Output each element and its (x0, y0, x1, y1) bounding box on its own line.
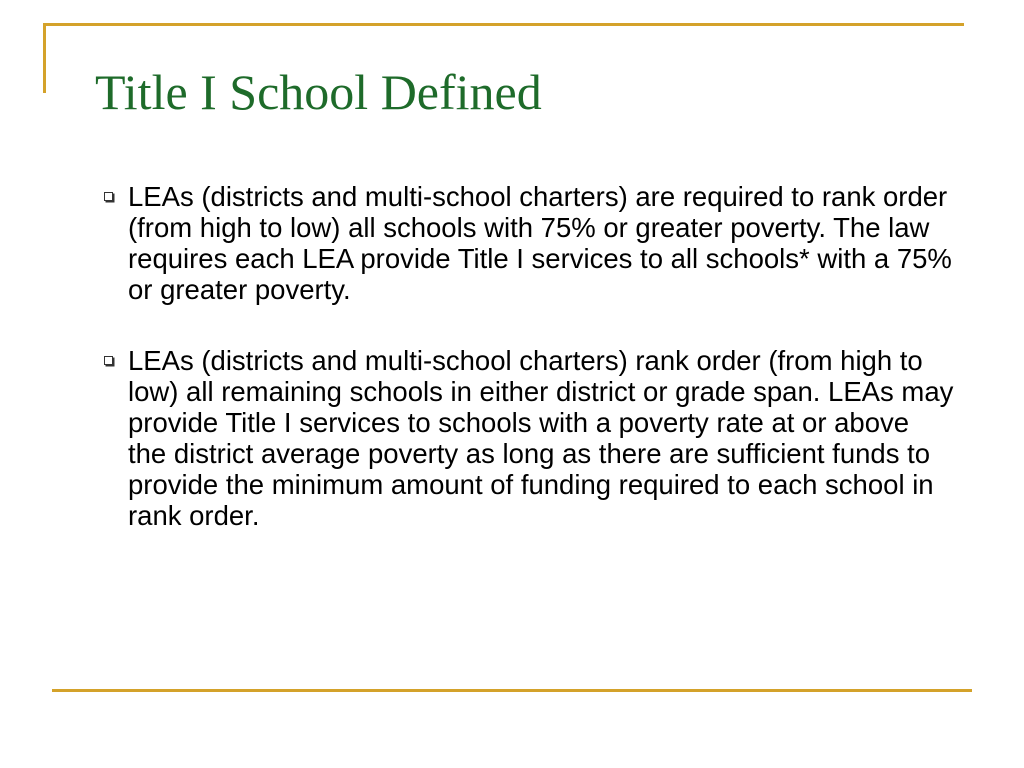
bullet-text: LEAs (districts and multi-school charters) rank order (from high to low) all remaining schools in either district or grade span. LEAs may provide Title I services to schools with a poverty rate at or above the district average poverty as long as there are sufficient funds to provide the minimum amount of funding required to each school in rank order. (128, 345, 954, 531)
bullet-text: LEAs (districts and multi-school charters) are required to rank order (from high to low) all schools with 75% or greater poverty. The law requires each LEA provide Title I services to all schools* with a 75% or greater poverty. (128, 181, 952, 305)
bullet-list (104, 181, 954, 531)
frame-left-line (43, 23, 46, 93)
list-item (104, 181, 954, 305)
frame-bottom-line (52, 689, 972, 692)
slide-title: Title I School Defined (95, 64, 542, 120)
list-item (104, 345, 954, 531)
hollow-square-bullet-icon (104, 192, 113, 201)
frame-top-line (43, 23, 964, 26)
hollow-square-bullet-icon (104, 356, 113, 365)
